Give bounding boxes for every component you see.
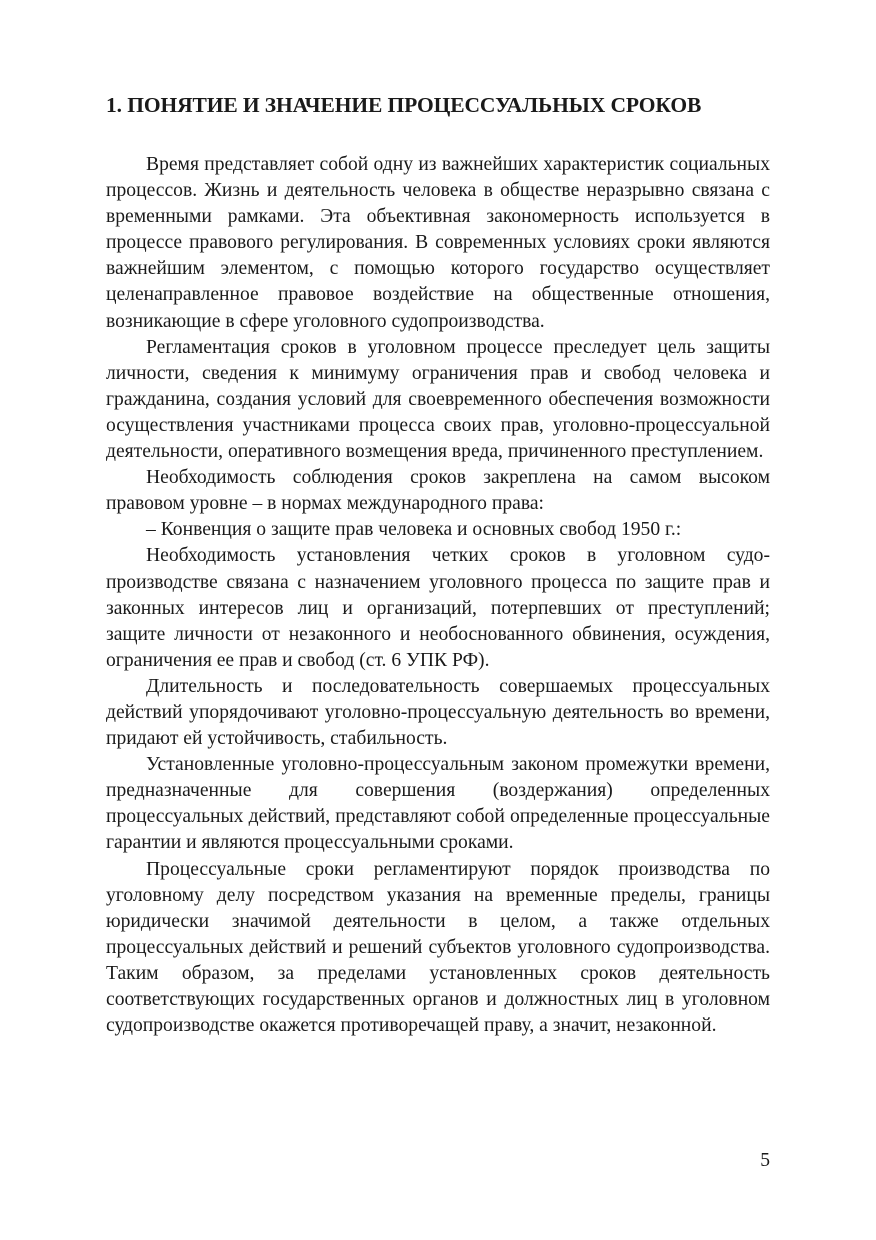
body-text [106, 152, 770, 1039]
paragraph-duration-sequence: Длительность и последовательность совершаемых процессуальных действий упорядочивают уголовно-процессуальную деятельность во времени, придают ей устойчивость, стабильность. [106, 675, 770, 750]
paragraph-regulation-goals: Регламентация сроков в уголовном процессе преследует цель защиты личности, сведения к минимуму ограничения прав и свобод человека и гражданина, создания условий для своевременного обеспечения возможности осуществления участниками процесса своих прав, уголовно-процессуальной деятельности, оперативного возмещения вреда, причиненного преступлением. [106, 336, 770, 463]
page-number: 5 [760, 1150, 770, 1171]
paragraph-procedural-guarantees: Установленные уголовно-процессуальным законом промежутки времени, предназначенные для совершения (воздержания) определенных процессуальных действий, представляют собой определенные процессуальные гарантии и являются процессуальными сроками. [106, 754, 770, 854]
document-page [106, 90, 770, 1039]
paragraph-international-law: Необходимость соблюдения сроков закреплена на самом высоком правовом уровне – в нормах международного права: [106, 467, 770, 515]
paragraph-time-characteristics: Время представляет собой одну из важнейших характеристик социальных процессов. Жизнь и деятельность человека в обществе неразрывно связана с временными рамками. Эта объективная закономерность используется в процессе правового регулирования. В современных условиях сроки являются важнейшим элементом, с помощью которого государство осуществляет целенаправленное правовое воздействие на общественные отношения, возникающие в сфере уголовного судопроизводства. [106, 154, 770, 332]
chapter-title: 1. ПОНЯТИЕ И ЗНАЧЕНИЕ ПРОЦЕССУАЛЬНЫХ СРОКОВ [106, 93, 702, 117]
paragraph-convention-item: – Конвенция о защите прав человека и основных свобод 1950 г.: [146, 519, 682, 541]
paragraph-procedural-terms: Процессуальные сроки регламентируют порядок производства по уголовному делу посредством указания на временные пределы, границы юридически значимой деятельности в целом, а также отдельных процессуальных действий и решений субъектов уголовного судопроизводства. Таким образом, за пределами установленных сроков деятельность соответствующих государственных органов и должностных лиц в уголовном судопроизводстве окажется противоречащей праву, а значит, незаконной. [106, 858, 770, 1037]
paragraph-purpose-of-terms: Необходимость установления четких сроков в уголовном судопроизводстве связана с назначением уголовного процесса по защите прав и законных интересов лиц и организаций, потерпевших от преступлений; защите личности от незаконного и необоснованного обвинения, осуждения, ограничения ее прав и свобод (ст. 6 УПК РФ). [106, 545, 770, 671]
